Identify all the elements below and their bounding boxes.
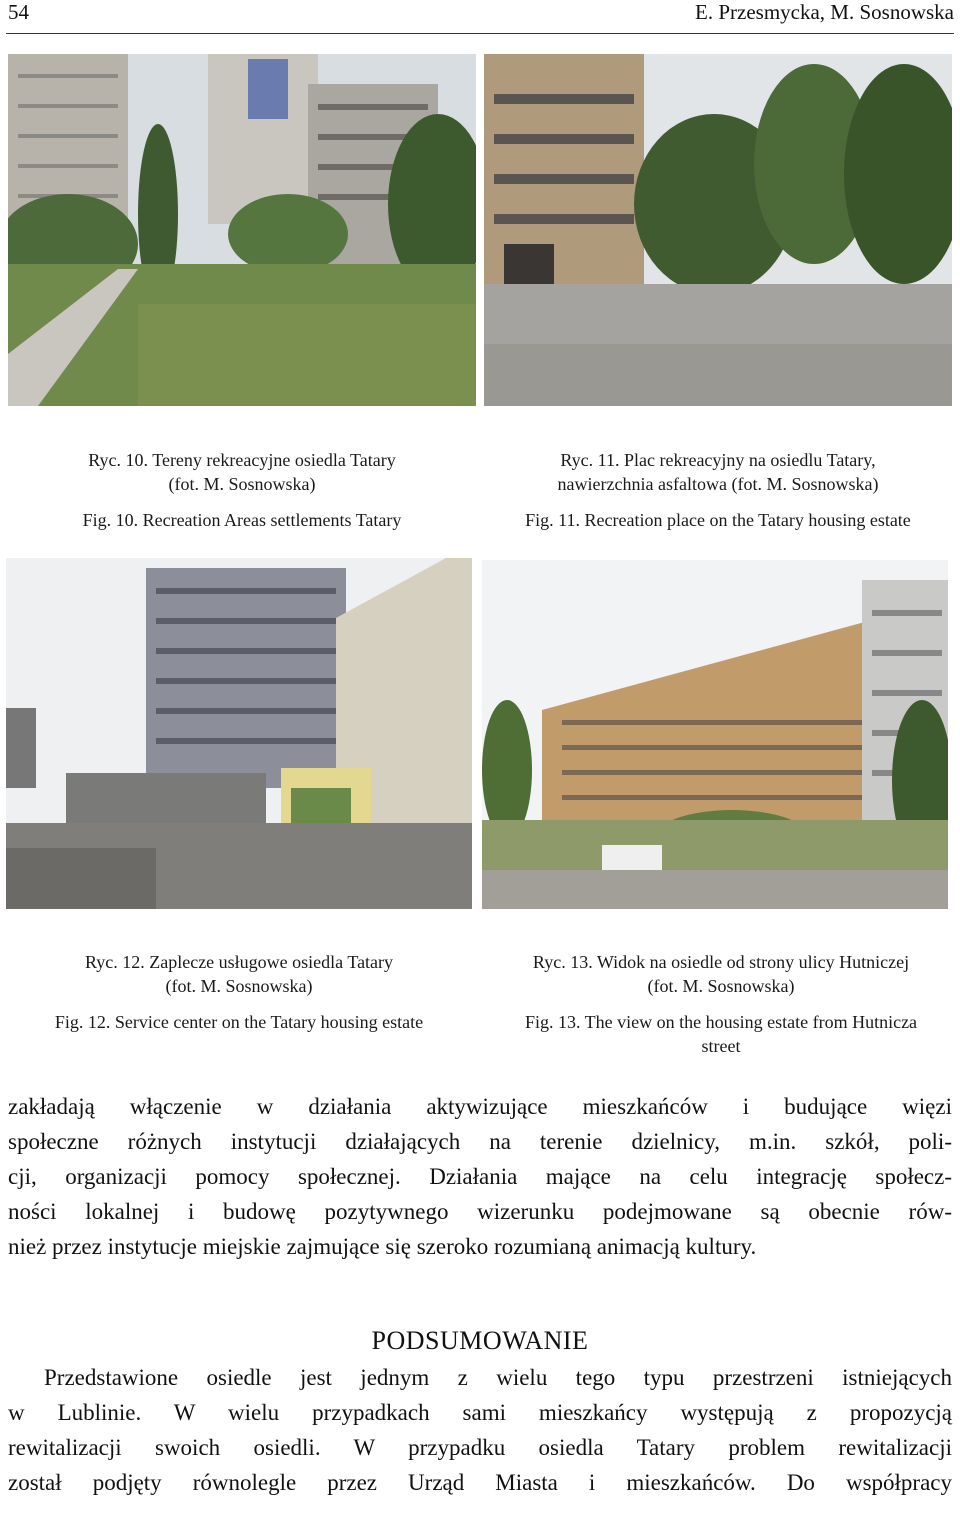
text-line: ności lokalnej i budowę pozytywnego wizerunku podejmowane są obecnie rów-: [8, 1199, 952, 1224]
header-rule: [6, 33, 954, 34]
caption-ryc-line: Ryc. 10. Tereny rekreacyjne osiedla Tatary: [88, 450, 396, 470]
caption-ryc-line: nawierzchnia asfaltowa (fot. M. Sosnowska): [557, 474, 879, 494]
text-line: społeczne różnych instytucji działających na terenie dzielnicy, m.in. szkół, poli-: [8, 1129, 952, 1154]
photo-fig13: [482, 560, 948, 909]
caption-ryc-line: (fot. M. Sosnowska): [165, 976, 313, 996]
caption-fig-line: Fig. 10. Recreation Areas settlements Tatary: [82, 510, 402, 530]
caption-ryc-line: (fot. M. Sosnowska): [647, 976, 795, 996]
text-line: Przedstawione osiedle jest jednym z wielu tego typu przestrzeni istniejących: [44, 1365, 952, 1390]
caption-fig-line: Fig. 12. Service center on the Tatary housing estate: [54, 1012, 424, 1032]
page-number: 54: [8, 0, 29, 24]
body-paragraph-2: [8, 1360, 952, 1500]
text-line: cji, organizacji pomocy społecznej. Działania mające na celu integrację społecz-: [8, 1164, 952, 1189]
text-line: został podjęty równolegle przez Urząd Miasta i mieszkańców. Do współpracy: [8, 1470, 952, 1495]
text-line: w Lublinie. W wielu przypadkach sami mieszkańcy występują z propozycją: [8, 1400, 952, 1425]
caption-fig-line: Fig. 13. The view on the housing estate from Hutnicza: [524, 1012, 918, 1032]
caption-ryc-line: Ryc. 11. Plac rekreacyjny na osiedlu Tatary,: [560, 450, 876, 470]
caption-fig13: [484, 950, 958, 1058]
running-header-authors: E. Przesmycka, M. Sosnowska: [695, 0, 954, 24]
caption-ryc-line: Ryc. 13. Widok na osiedle od strony ulicy Hutniczej: [532, 952, 910, 972]
section-title: PODSUMOWANIE: [371, 1326, 589, 1355]
caption-fig-line: street: [701, 1036, 741, 1056]
caption-fig-line: Fig. 11. Recreation place on the Tatary housing estate: [525, 510, 911, 530]
text-line: zakładają włączenie w działania aktywizujące mieszkańców i budujące więzi: [8, 1094, 952, 1119]
caption-fig12: [6, 950, 472, 1034]
photo-fig11: [484, 54, 952, 406]
caption-fig11: [484, 448, 952, 532]
body-paragraph-1: [8, 1089, 952, 1264]
caption-ryc-line: Ryc. 12. Zaplecze usługowe osiedla Tatary: [84, 952, 394, 972]
text-line: nież przez instytucje miejskie zajmujące się szeroko rozumianą animacją kultury.: [8, 1234, 757, 1259]
caption-ryc-line: (fot. M. Sosnowska): [168, 474, 316, 494]
photo-fig10: [8, 54, 476, 406]
caption-fig10: [8, 448, 476, 532]
photo-fig12: [6, 558, 472, 909]
text-line: rewitalizacji swoich osiedli. W przypadku osiedla Tatary problem rewitalizacji: [8, 1435, 952, 1460]
